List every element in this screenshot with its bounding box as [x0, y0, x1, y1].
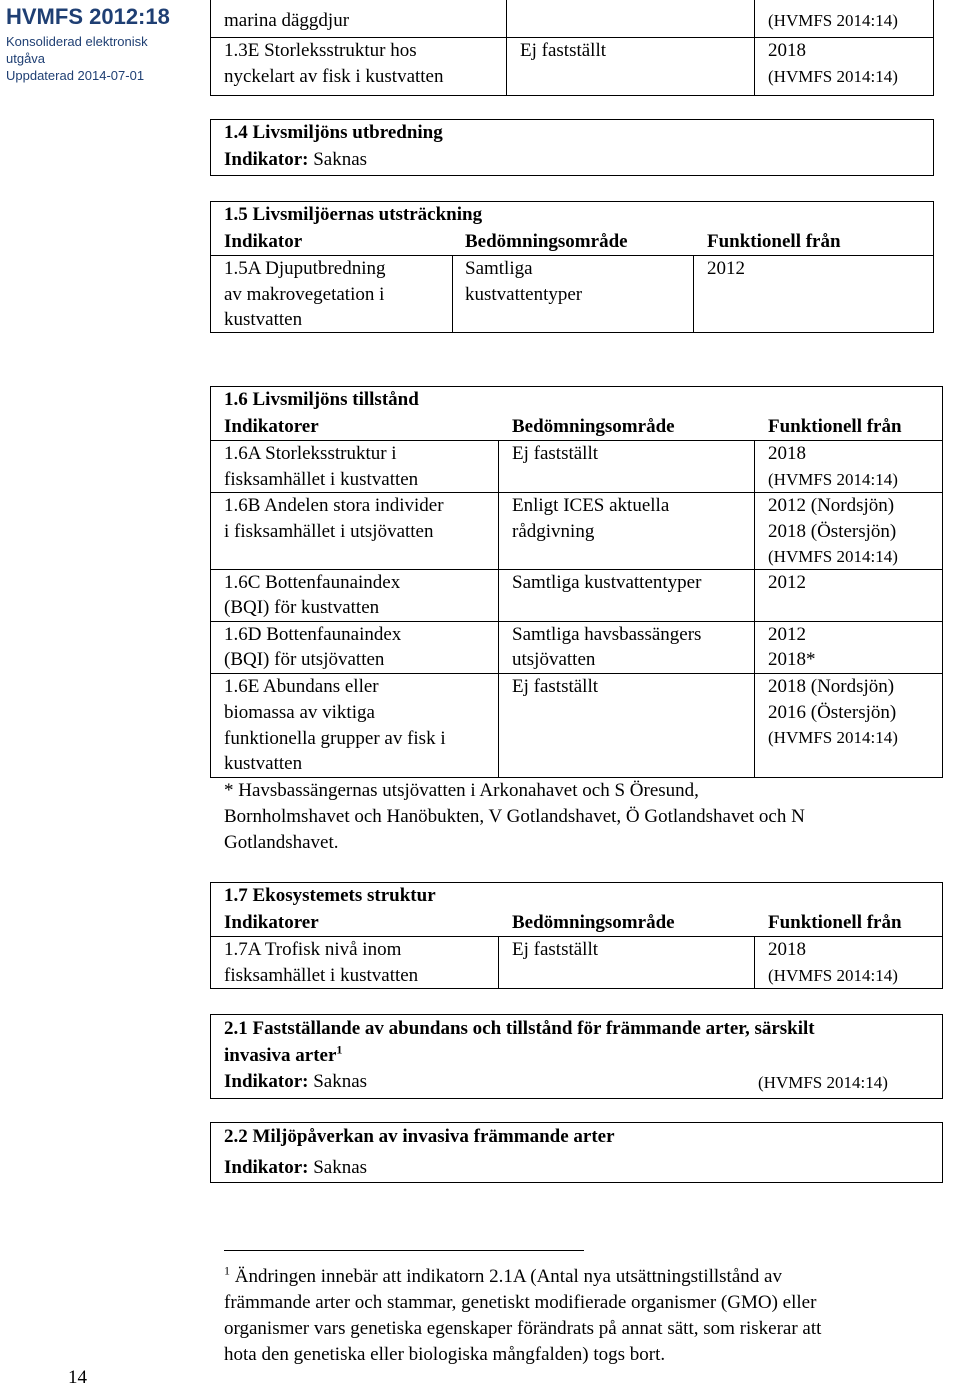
- column-header: Indikatorer: [224, 416, 319, 437]
- table-cell: marina däggdjur: [224, 10, 350, 31]
- table-cell: (BQI) för kustvatten: [224, 597, 380, 618]
- table-cell: 2012: [707, 258, 745, 279]
- table-cell: 2018*: [768, 649, 816, 670]
- table-note: Gotlandshavet.: [224, 832, 339, 853]
- section-1-5-title: 1.5 Livsmiljöernas utsträckning: [224, 204, 483, 225]
- section-1-4-indicator: Indikator: Saknas: [224, 149, 368, 170]
- table-cell: 2018: [768, 443, 806, 464]
- footnote-separator: [224, 1250, 584, 1251]
- table-cell: (HVMFS 2014:14): [768, 966, 898, 985]
- footnote-line: $^1$ Ändringen innebär att indikatorn 2.1A (Antal nya utsättningstillstånd av: [224, 1263, 782, 1287]
- column-header: Indikatorer: [224, 912, 319, 933]
- section-2-2-indicator: Indikator: Saknas: [224, 1157, 368, 1178]
- table-cell: 1.5A Djuputbredning: [224, 258, 386, 279]
- table-cell: Ej fastställt: [512, 676, 599, 697]
- footnote-line: hota den genetiska eller biologiska mångfalden) togs bort.: [224, 1344, 666, 1365]
- table-col-divider: [693, 255, 694, 333]
- table-cell: 2012 (Nordsjön): [768, 495, 895, 516]
- table-cell: utsjövatten: [512, 649, 596, 670]
- table-cell: biomassa av viktiga: [224, 702, 375, 723]
- table-cell: 2018: [768, 939, 806, 960]
- table-cell: kustvatten: [224, 753, 303, 774]
- table-cell: Ej fastställt: [512, 939, 599, 960]
- table-cell: av makrovegetation i: [224, 284, 385, 305]
- table-cell: 1.3E Storleksstruktur hos: [224, 40, 417, 61]
- table-cell: fisksamhället i kustvatten: [224, 965, 419, 986]
- section-2-1-ref: (HVMFS 2014:14): [758, 1073, 888, 1092]
- table-cell: 2012: [768, 572, 806, 593]
- table-cell: (BQI) för utsjövatten: [224, 649, 385, 670]
- table-col-divider: [754, 440, 755, 778]
- table-cell: Ej fastställt: [512, 443, 599, 464]
- column-header: Funktionell från: [768, 912, 902, 933]
- column-header: Bedömningsområde: [512, 912, 675, 933]
- table-cell: 1.6D Bottenfaunaindex: [224, 624, 402, 645]
- table-cell: (HVMFS 2014:14): [768, 11, 898, 30]
- table-cell: Samtliga: [465, 258, 533, 279]
- column-header: Bedömningsområde: [465, 231, 628, 252]
- table-col-divider: [452, 255, 453, 333]
- page-number: 14: [68, 1367, 87, 1388]
- table-cell: 2016 (Östersjön): [768, 702, 897, 723]
- table-cell: kustvattentyper: [465, 284, 583, 305]
- column-header: Indikator: [224, 231, 303, 252]
- table-cell: 2018: [768, 40, 806, 61]
- document-title: HVMFS 2012:18: [6, 4, 170, 29]
- top-table-divider: [754, 0, 755, 96]
- table-cell: 1.7A Trofisk nivå inom: [224, 939, 402, 960]
- table-cell: 2012: [768, 624, 806, 645]
- section-1-6-title: 1.6 Livsmiljöns tillstånd: [224, 389, 419, 410]
- table-cell: Samtliga kustvattentyper: [512, 572, 702, 593]
- table-cell: 2018 (Östersjön): [768, 521, 897, 542]
- section-2-1-title: 2.1 Fastställande av abundans och tillstånd för främmande arter, särskilt: [224, 1018, 815, 1039]
- footnote-line: främmande arter och stammar, genetiskt modifierade organismer (GMO) eller: [224, 1292, 817, 1313]
- header-updated-date: Uppdaterad 2014-07-01: [6, 68, 145, 83]
- table-cell: 2018 (Nordsjön): [768, 676, 895, 697]
- table-col-divider: [498, 936, 499, 989]
- table-cell: kustvatten: [224, 309, 303, 330]
- table-cell: 1.6A Storleksstruktur i: [224, 443, 397, 464]
- section-2-1-indicator: Indikator: Saknas: [224, 1071, 368, 1092]
- table-cell: nyckelart av fisk i kustvatten: [224, 66, 444, 87]
- table-note: Bornholmshavet och Hanöbukten, V Gotlandshavet, Ö Gotlandshavet och N: [224, 806, 805, 827]
- table-col-divider: [754, 936, 755, 989]
- header-subtitle-1: Konsoliderad elektronisk: [6, 34, 148, 49]
- table-cell: Ej fastställt: [520, 40, 607, 61]
- header-subtitle-2: utgåva: [6, 51, 46, 66]
- column-header: Bedömningsområde: [512, 416, 675, 437]
- table-cell: (HVMFS 2014:14): [768, 470, 898, 489]
- table-cell: Enligt ICES aktuella: [512, 495, 670, 516]
- section-1-7-title: 1.7 Ekosystemets struktur: [224, 885, 436, 906]
- top-table-divider: [506, 0, 507, 96]
- table-cell: Samtliga havsbassängers: [512, 624, 702, 645]
- footnote-line: organismer vars genetiska egenskaper förändrats på annat sätt, som riskerar att: [224, 1318, 822, 1339]
- column-header: Funktionell från: [707, 231, 841, 252]
- table-cell: 1.6E Abundans eller: [224, 676, 379, 697]
- section-1-4-title: 1.4 Livsmiljöns utbredning: [224, 122, 443, 143]
- table-col-divider: [498, 440, 499, 778]
- table-cell: fisksamhället i kustvatten: [224, 469, 419, 490]
- column-header: Funktionell från: [768, 416, 902, 437]
- footnote-number: 1: [224, 1263, 230, 1278]
- table-cell: i fisksamhället i utsjövatten: [224, 521, 434, 542]
- table-cell: 1.6C Bottenfaunaindex: [224, 572, 401, 593]
- table-cell: (HVMFS 2014:14): [768, 67, 898, 86]
- table-cell: rådgivning: [512, 521, 595, 542]
- table-cell: 1.6B Andelen stora individer: [224, 495, 444, 516]
- table-cell: (HVMFS 2014:14): [768, 728, 898, 747]
- table-cell: (HVMFS 2014:14): [768, 547, 898, 566]
- section-2-1-title-cont: invasiva arter$^1$: [224, 1042, 343, 1066]
- section-2-2-title: 2.2 Miljöpåverkan av invasiva främmande arter: [224, 1126, 615, 1147]
- table-cell: funktionella grupper av fisk i: [224, 728, 446, 749]
- footnote-ref: 1: [336, 1042, 343, 1057]
- table-note: * Havsbassängernas utsjövatten i Arkonahavet och S Öresund,: [224, 780, 699, 801]
